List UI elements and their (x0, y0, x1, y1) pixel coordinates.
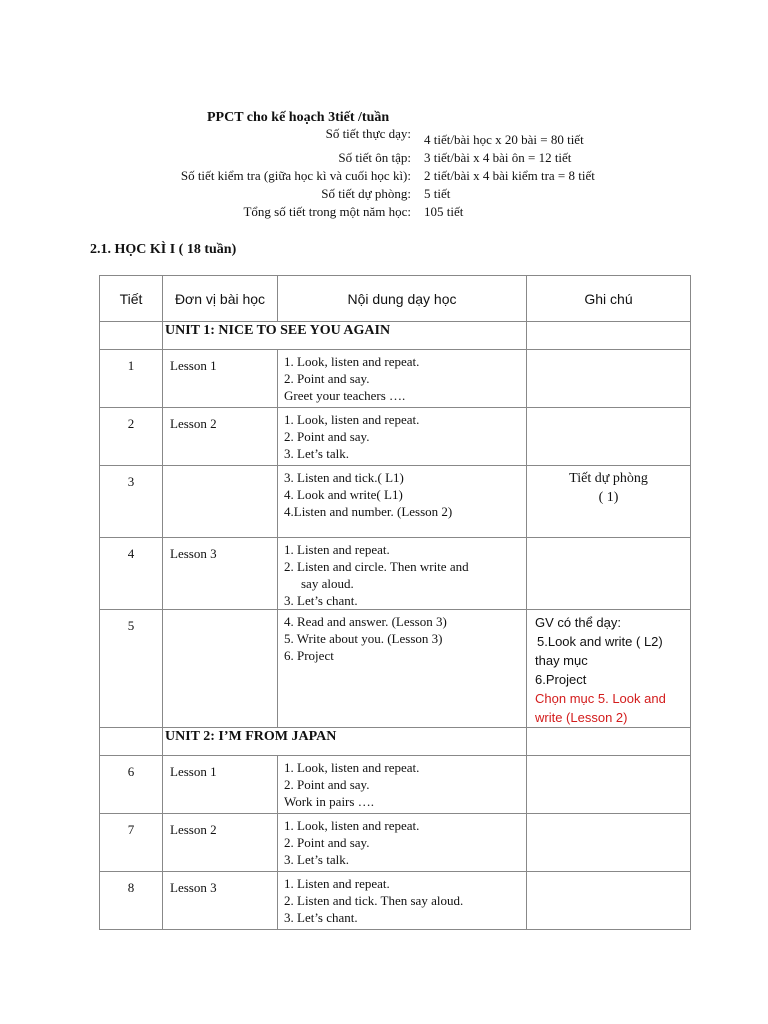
table-row (100, 408, 691, 466)
label-review-periods: Số tiết ôn tập: (338, 150, 411, 165)
table-row (100, 872, 691, 930)
table-row (100, 756, 691, 814)
column-header-period: Tiết (100, 276, 163, 322)
period-number: 2 (100, 408, 163, 466)
unit-title: UNIT 1: NICE TO SEE YOU AGAIN (163, 322, 527, 350)
unit-row (100, 728, 691, 756)
plan-title: PPCT cho kế hoạch 3tiết /tuần (207, 110, 390, 125)
lesson-name: Lesson 2 (163, 814, 278, 872)
section-title: 2.1. HỌC KÌ I ( 18 tuần) (90, 242, 237, 257)
lesson-name: Lesson 1 (163, 756, 278, 814)
unit-title: UNIT 2: I’M FROM JAPAN (163, 728, 527, 756)
highlighted-note: Chọn mục 5. Look and (535, 691, 666, 706)
lesson-content: 1. Look, listen and repeat. 2. Point and say. Greet your teachers …. (278, 350, 527, 408)
lesson-content: 4. Read and answer. (Lesson 3) 5. Write about you. (Lesson 3) 6. Project (278, 610, 527, 728)
period-number: 1 (100, 350, 163, 408)
table-row (100, 610, 691, 728)
table-row (100, 350, 691, 408)
lesson-content: 3. Listen and tick.( L1) 4. Look and write( L1) 4.Listen and number. (Lesson 2) (278, 466, 527, 538)
label-total-periods: Tổng số tiết trong một năm học: (243, 204, 411, 219)
lesson-name: Lesson 2 (163, 408, 278, 466)
lesson-name (163, 610, 278, 728)
lesson-name: Lesson 3 (163, 872, 278, 930)
column-header-lesson-unit: Đơn vị bài học (163, 276, 278, 322)
value-review-periods: 3 tiết/bài x 4 bài ôn = 12 tiết (424, 150, 572, 165)
lesson-content: 1. Listen and repeat. 2. Listen and tick. Then say aloud. 3. Let’s chant. (278, 872, 527, 930)
label-reserve-periods: Số tiết dự phòng: (321, 186, 411, 201)
lesson-name: Lesson 1 (163, 350, 278, 408)
column-header-content: Nội dung dạy học (278, 276, 527, 322)
column-header-notes: Ghi chú (527, 276, 691, 322)
lesson-content: 1. Look, listen and repeat. 2. Point and say. 3. Let’s talk. (278, 814, 527, 872)
value-reserve-periods: 5 tiết (424, 186, 451, 201)
note-cell: GV có thể dạy: 5.Look and write ( L2) thay mục 6.Project Chọn mục 5. Look and write (Lesson 2) (527, 610, 691, 728)
lesson-content: 1. Look, listen and repeat. 2. Point and say. 3. Let’s talk. (278, 408, 527, 466)
unit-row (100, 322, 691, 350)
lesson-content: 1. Look, listen and repeat. 2. Point and say. Work in pairs …. (278, 756, 527, 814)
period-number: 4 (100, 538, 163, 610)
table-row (100, 538, 691, 610)
period-number: 6 (100, 756, 163, 814)
table-row (100, 814, 691, 872)
table-row (100, 466, 691, 538)
table-header-row (100, 276, 691, 322)
label-actual-periods: Số tiết thực dạy: (325, 126, 411, 141)
value-actual-periods: 4 tiết/bài học x 20 bài = 80 tiết (424, 132, 584, 147)
lesson-content: 1. Listen and repeat. 2. Listen and circle. Then write and say aloud. 3. Let’s chant. (278, 538, 527, 610)
curriculum-table (99, 275, 691, 930)
lesson-name (163, 466, 278, 538)
period-number: 8 (100, 872, 163, 930)
value-test-periods: 2 tiết/bài x 4 bài kiểm tra = 8 tiết (424, 168, 595, 183)
highlighted-note: write (Lesson 2) (535, 710, 628, 725)
note-cell: Tiết dự phòng ( 1) (527, 466, 691, 538)
lesson-name: Lesson 3 (163, 538, 278, 610)
value-total-periods: 105 tiết (424, 204, 464, 219)
period-number: 5 (100, 610, 163, 728)
period-number: 3 (100, 466, 163, 538)
label-test-periods: Số tiết kiểm tra (giữa học kì và cuối học kì): (180, 168, 411, 183)
period-number: 7 (100, 814, 163, 872)
